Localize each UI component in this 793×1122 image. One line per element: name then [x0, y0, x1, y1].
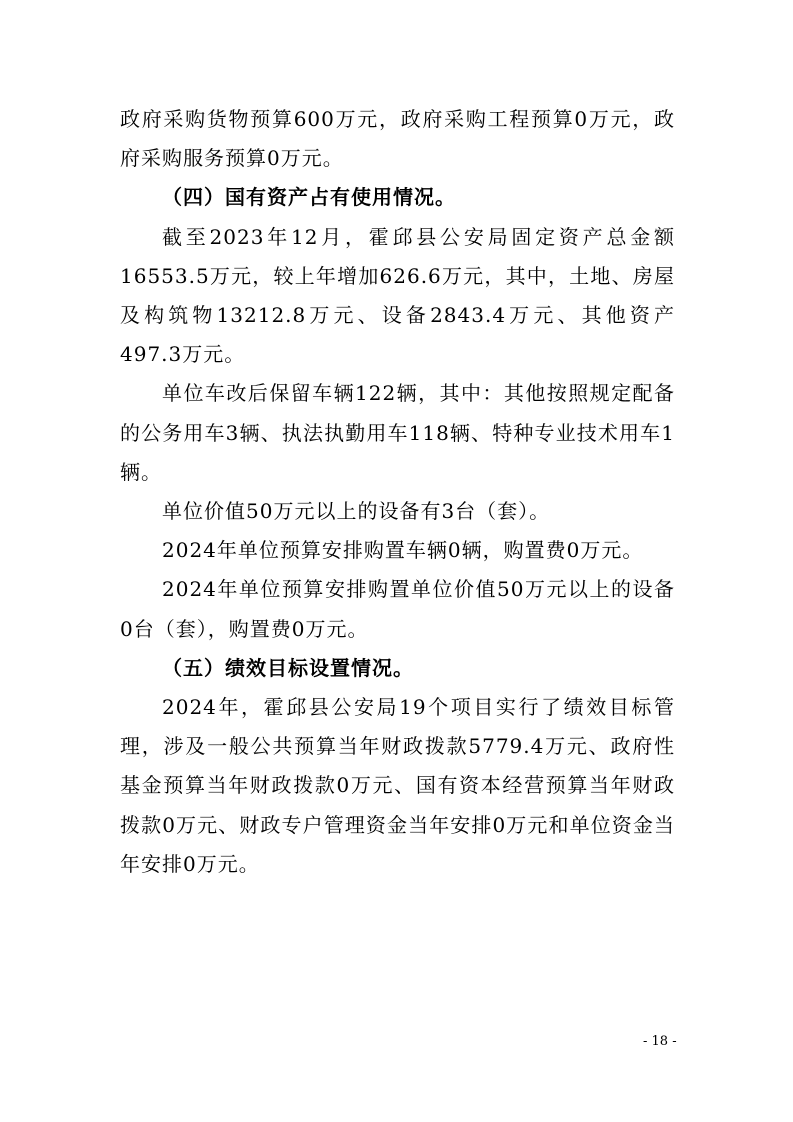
page-number: - 18 - [643, 1034, 677, 1049]
section-heading-state-assets: （四）国有资产占有使用情况。 [162, 185, 456, 210]
paragraph-vehicle-purchase-plan: 2024年单位预算安排购置车辆0辆，购置费0万元。 [162, 538, 644, 563]
paragraph-vehicles: 单位车改后保留车辆122辆，其中：其他按照规定配备的公务用车3辆、执法执勤用车118辆、特种专业技术用车1辆。 [120, 381, 675, 484]
section-heading-performance-targets: （五）绩效目标设置情况。 [162, 655, 414, 680]
paragraph-equipment-count: 单位价值50万元以上的设备有3台（套）。 [162, 499, 551, 524]
paragraph-equipment-purchase-plan: 2024年单位预算安排购置单位价值50万元以上的设备0台（套），购置费0万元。 [120, 577, 675, 641]
paragraph-procurement-budget: 政府采购货物预算600万元，政府采购工程预算0万元，政府采购服务预算0万元。 [120, 107, 675, 171]
document-body [120, 100, 675, 884]
paragraph-fixed-assets: 截至2023年12月，霍邱县公安局固定资产总金额16553.5万元，较上年增加626.6万元，其中，土地、房屋及构筑物13212.8万元、设备2843.4万元、其他资产497.3万元。 [120, 224, 675, 367]
paragraph-performance-targets: 2024年，霍邱县公安局19个项目实行了绩效目标管理，涉及一般公共预算当年财政拨款5779.4万元、政府性基金预算当年财政拨款0万元、国有资本经营预算当年财政拨款0万元、财政专户管理资金当年安排0万元和单位资金当年安排0万元。 [120, 695, 675, 876]
